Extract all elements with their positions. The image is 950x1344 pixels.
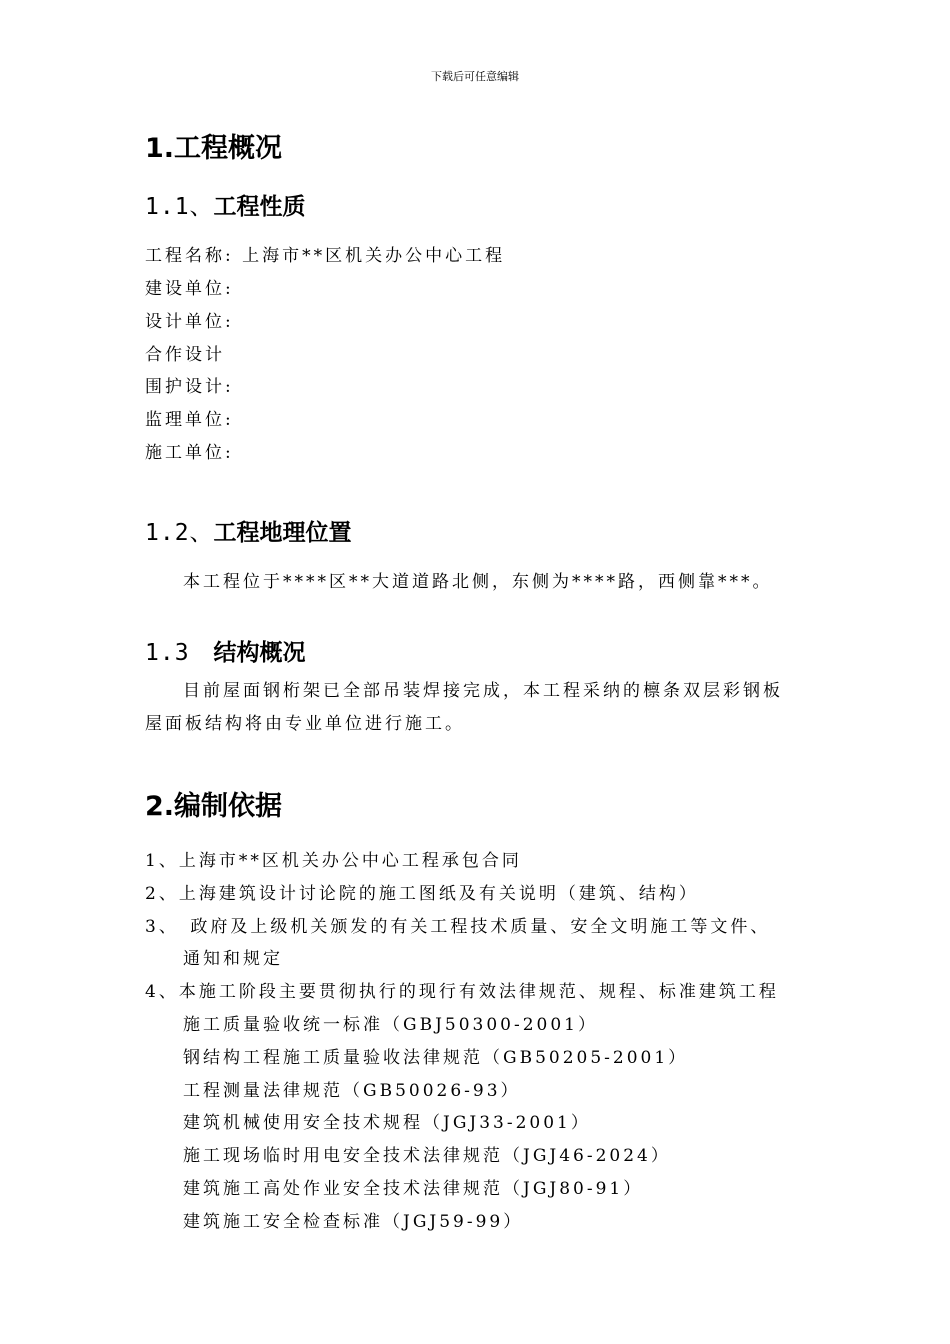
section1-title: 1.工程概况 [145,133,283,164]
contractor-line: 施工单位: [145,443,234,463]
designer-line: 设计单位: [145,312,234,332]
section1-3-heading [145,634,306,667]
basis-item-2: 2、上海建筑设计讨论院的施工图纸及有关说明（建筑、结构） [145,884,699,904]
supervisor-line: 监理单位: [145,410,234,430]
section1-1-heading [145,188,306,221]
section1-2-number: 1.2、 [145,520,214,546]
standard-item: 建筑施工安全检查标准（JGJ59-99） [183,1212,524,1232]
section1-1-title: 工程性质 [213,194,306,220]
section1-2-heading [145,514,352,547]
header-note: 下载后可任意编辑 [431,70,519,83]
basis-item-1: 1、上海市**区机关办公中心工程承包合同 [145,851,522,871]
basis-item-4: 4、本施工阶段主要贯彻执行的现行有效法律规范、规程、标准建筑工程 [145,982,779,1002]
standard-item: 建筑机械使用安全技术规程（JGJ33-2001） [183,1113,591,1133]
owner-line: 建设单位: [145,279,234,299]
project-name-line: 工程名称: 上海市**区机关办公中心工程 [145,246,506,266]
section1-2-title: 工程地理位置 [213,520,352,546]
enclosure-design-line: 围护设计: [145,377,234,397]
structure-text-line1: 目前屋面钢桁架已全部吊装焊接完成，本工程采纳的檩条双层彩钢板 [183,681,783,701]
basis-item-3: 3、 政府及上级机关颁发的有关工程技术质量、安全文明施工等文件、 [145,917,771,937]
standard-item: 施工现场临时用电安全技术法律规范（JGJ46-2024） [183,1146,671,1166]
standard-item: 钢结构工程施工质量验收法律规范（GB50205-2001） [183,1048,689,1068]
basis-item-3-cont: 通知和规定 [183,949,283,969]
location-text: 本工程位于****区**大道道路北侧，东侧为****路，西侧靠***。 [183,572,773,592]
standard-item: 施工质量验收统一标准（GBJ50300-2001） [183,1015,598,1035]
section1-3-title: 结构概况 [213,640,306,666]
section1-1-number: 1.1、 [145,194,214,220]
co-design-line: 合作设计 [145,345,225,365]
section1-3-number: 1.3 [145,640,214,666]
standard-item: 工程测量法律规范（GB50026-93） [183,1081,521,1101]
structure-text-line2: 屋面板结构将由专业单位进行施工。 [145,714,465,734]
section2-title: 2.编制依据 [145,791,283,822]
standard-item: 建筑施工高处作业安全技术法律规范（JGJ80-91） [183,1179,644,1199]
